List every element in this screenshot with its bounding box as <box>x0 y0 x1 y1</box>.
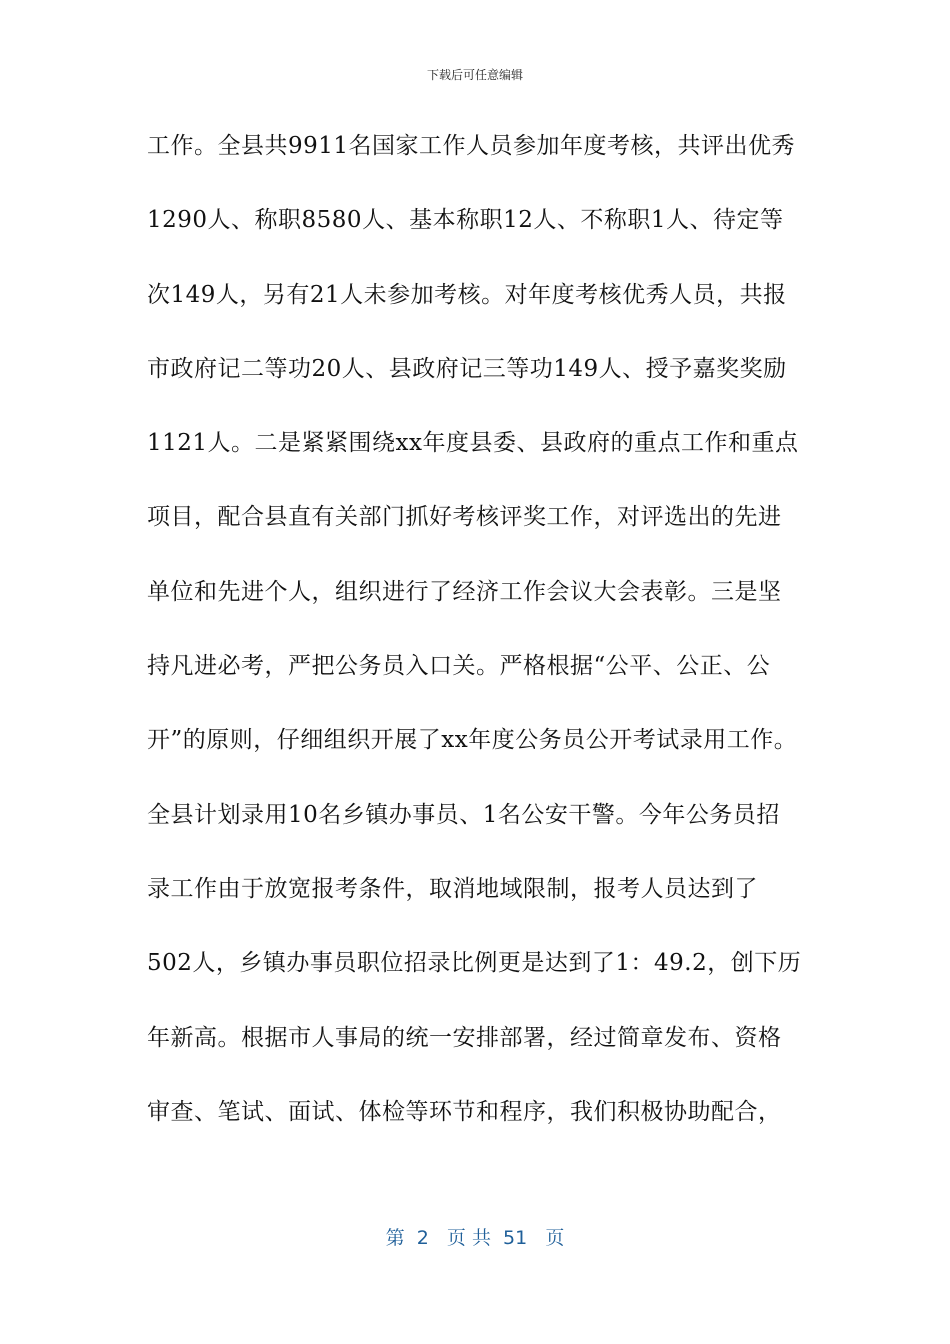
page-number-footer: 第 2 页 共 51 页 <box>385 1227 565 1249</box>
paragraph-line: 审查、笔试、面试、体检等环节和程序，我们积极协助配合， <box>147 1098 782 1125</box>
document-body <box>147 126 827 1166</box>
page-header: 下载后可任意编辑 <box>426 68 523 82</box>
paragraph-line: 开”的原则，仔细组织开展了xx年度公务员公开考试录用工作。 <box>147 727 798 754</box>
paragraph-line: 1121人。二是紧紧围绕xx年度县委、县政府的重点工作和重点 <box>147 430 799 457</box>
paragraph-line: 502人，乡镇办事员职位招录比例更是达到了1：49.2，创下历 <box>147 950 802 977</box>
paragraph-line: 次149人，另有21人未参加考核。对年度考核优秀人员，共报 <box>147 281 787 308</box>
paragraph-line: 持凡进必考，严把公务员入口关。严格根据“公平、公正、公 <box>147 653 771 680</box>
paragraph-line: 全县计划录用10名乡镇办事员、1名公安干警。今年公务员招 <box>147 801 780 828</box>
paragraph-line: 项目，配合县直有关部门抓好考核评奖工作，对评选出的先进 <box>147 504 782 531</box>
paragraph-line: 单位和先进个人，组织进行了经济工作会议大会表彰。三是坚 <box>147 578 782 605</box>
paragraph-line: 年新高。根据市人事局的统一安排部署，经过简章发布、资格 <box>147 1024 782 1051</box>
paragraph-line: 录工作由于放宽报考条件，取消地域限制，报考人员达到了 <box>147 875 758 902</box>
paragraph-line: 市政府记二等功20人、县政府记三等功149人、授予嘉奖奖励 <box>147 355 787 382</box>
paragraph-line: 1290人、称职8580人、基本称职12人、不称职1人、待定等 <box>147 207 784 234</box>
paragraph-line: 工作。全县共9911名国家工作人员参加年度考核，共评出优秀 <box>147 133 796 159</box>
